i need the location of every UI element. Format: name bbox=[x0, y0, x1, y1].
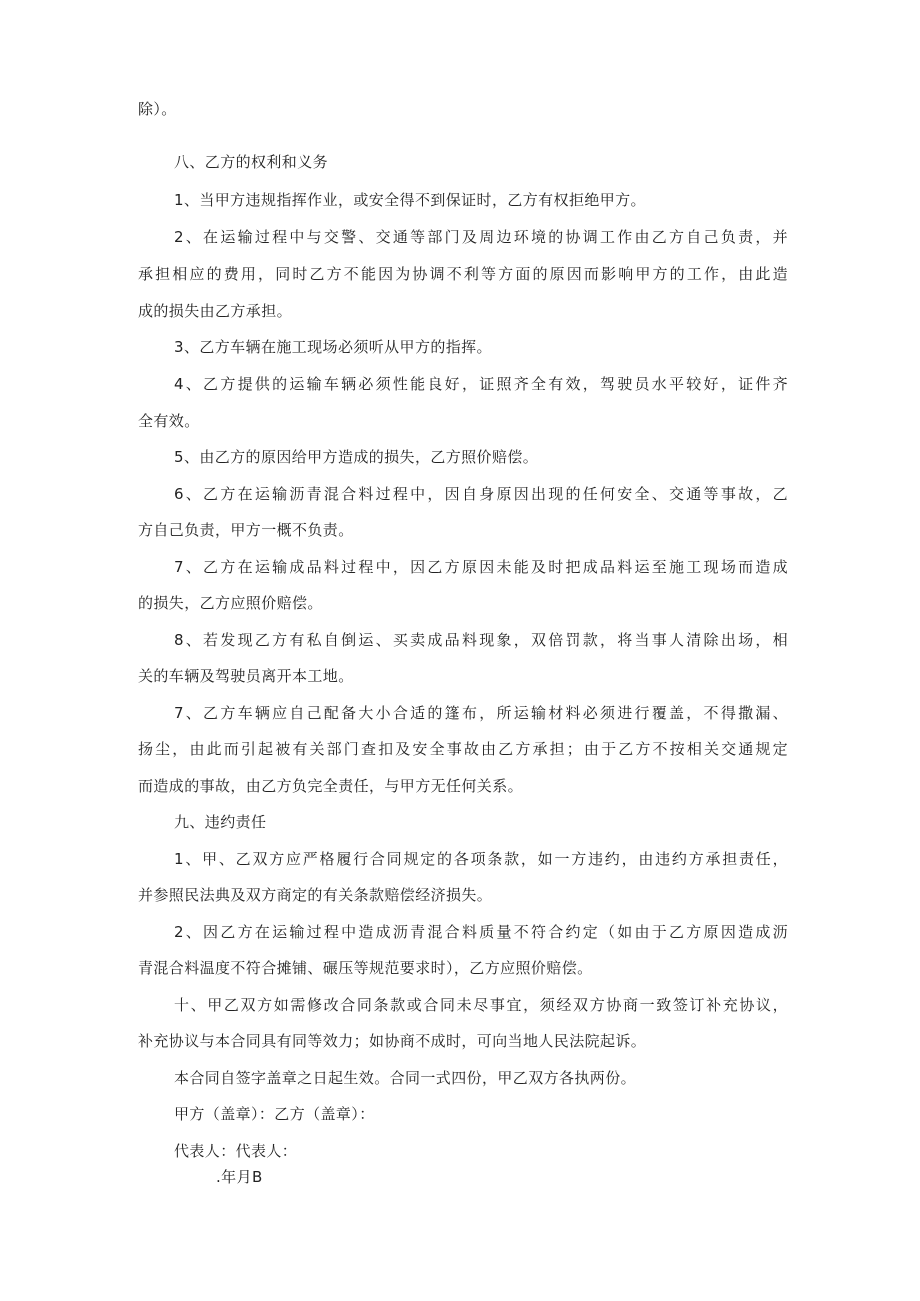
paragraph-line: 方自己负责，甲方一概不负责。 bbox=[138, 521, 354, 539]
paragraph-line: 6、乙方在运输沥青混合料过程中，因自身原因出现的任何安全、交通等事故，乙 bbox=[174, 485, 788, 503]
paragraph-line: 5、由乙方的原因给甲方造成的损失，乙方照价赔偿。 bbox=[174, 448, 539, 466]
paragraph-line: 并参照民法典及双方商定的有关条款赔偿经济损失。 bbox=[138, 886, 493, 904]
paragraph-line: 7、乙方车辆应自己配备大小合适的篷布，所运输材料必须进行覆盖，不得撒漏、 bbox=[174, 704, 788, 722]
section-heading-10: 十、甲乙双方如需修改合同条款或合同未尽事宜，须经双方协商一致签订补充协议， bbox=[174, 996, 788, 1014]
paragraph-line: 承担相应的费用，同时乙方不能因为协调不利等方面的原因而影响甲方的工作，由此造 bbox=[138, 265, 788, 283]
paragraph-line: 1、当甲方违规指挥作业，或安全得不到保证时，乙方有权拒绝甲方。 bbox=[174, 191, 646, 209]
paragraph-line: 7、乙方在运输成品料过程中，因乙方原因未能及时把成品料运至施工现场而造成 bbox=[174, 558, 788, 576]
paragraph-line: 3、乙方车辆在施工现场必须听从甲方的指挥。 bbox=[174, 338, 492, 356]
signature-date: .年月B bbox=[216, 1168, 263, 1186]
paragraph-line: 补充协议与本合同具有同等效力；如协商不成时，可向当地人民法院起诉。 bbox=[138, 1032, 647, 1050]
section-heading-9: 九、违约责任 bbox=[174, 813, 267, 831]
paragraph-line: 2、在运输过程中与交警、交通等部门及周边环境的协调工作由乙方自己负责，并 bbox=[174, 228, 788, 246]
paragraph-line: 1、甲、乙双方应严格履行合同规定的各项条款，如一方违约，由违约方承担责任， bbox=[174, 850, 788, 868]
paragraph-line: 8、若发现乙方有私自倒运、买卖成品料现象，双倍罚款，将当事人清除出场，相 bbox=[174, 631, 788, 649]
paragraph-line: 成的损失由乙方承担。 bbox=[138, 302, 293, 320]
paragraph-line: 青混合料温度不符合摊铺、碾压等规范要求时），乙方应照价赔偿。 bbox=[138, 959, 593, 977]
paragraph-line: 2、因乙方在运输过程中造成沥青混合料质量不符合约定（如由于乙方原因造成沥 bbox=[174, 923, 788, 941]
paragraph-line: 4、乙方提供的运输车辆必须性能良好，证照齐全有效，驾驶员水平较好，证件齐 bbox=[174, 375, 788, 393]
paragraph-line: 扬尘，由此而引起被有关部门查扣及安全事故由乙方承担；由于乙方不按相关交通规定 bbox=[138, 740, 788, 758]
section-heading-8: 八、乙方的权利和义务 bbox=[174, 153, 329, 171]
signature-parties: 甲方（盖章）：乙方（盖章）： bbox=[174, 1105, 375, 1123]
paragraph-line: 关的车辆及驾驶员离开本工地。 bbox=[138, 667, 354, 685]
paragraph-line: 全有效。 bbox=[138, 412, 200, 430]
paragraph-line: 而造成的事故，由乙方负完全责任，与甲方无任何关系。 bbox=[138, 777, 524, 795]
paragraph-line: 除）。 bbox=[138, 100, 177, 118]
paragraph-line: 的损失，乙方应照价赔偿。 bbox=[138, 594, 323, 612]
effective-clause: 本合同自签字盖章之日起生效。合同一式四份，甲乙双方各执两份。 bbox=[174, 1069, 637, 1087]
signature-representatives: 代表人：代表人： bbox=[174, 1142, 298, 1160]
